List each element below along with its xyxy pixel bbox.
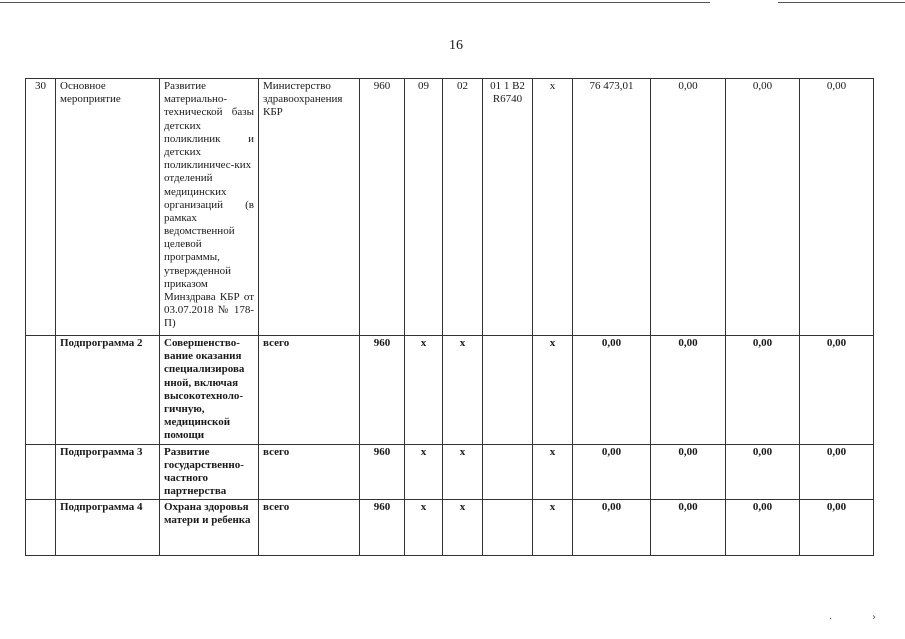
row-pr: 02	[443, 79, 483, 336]
row-number	[26, 500, 56, 556]
row-value-2: 0,00	[651, 500, 726, 556]
row-name: Развитие государственно-частного партнерства	[160, 444, 259, 500]
row-pr: x	[443, 444, 483, 500]
row-vr: x	[533, 444, 573, 500]
row-value-1: 76 473,01	[573, 79, 651, 336]
row-executor: всего	[259, 444, 360, 500]
row-rz: x	[405, 444, 443, 500]
page-top-rule-right	[778, 2, 905, 3]
page-number: 16	[449, 38, 463, 53]
row-name: Развитие материально-технической базы детских поликлиник и детских поликлиничес-ких отделений медицинских организаций (в рамках ведомственной целевой программы, утвержденной приказом Минздрава КБР от 03.07.2018 № 178-П)	[160, 79, 259, 336]
row-value-3: 0,00	[726, 500, 800, 556]
row-number	[26, 336, 56, 445]
row-value-2: 0,00	[651, 336, 726, 445]
row-vr: x	[533, 336, 573, 445]
row-name: Совершенство-вание оказания специализирова нной, включая высокотехноло-гичную, медицинской помощи	[160, 336, 259, 445]
row-pr: x	[443, 500, 483, 556]
row-grbs: 960	[360, 500, 405, 556]
table-row-main-event	[26, 79, 874, 336]
row-csr	[483, 336, 533, 445]
table-row-subprogram-3	[26, 444, 874, 500]
row-csr: 01 1 В2 R6740	[483, 79, 533, 336]
row-grbs: 960	[360, 79, 405, 336]
row-type: Подпрограмма 4	[56, 500, 160, 556]
row-value-2: 0,00	[651, 444, 726, 500]
row-value-1: 0,00	[573, 444, 651, 500]
row-rz: 09	[405, 79, 443, 336]
row-value-4: 0,00	[800, 444, 874, 500]
budget-table	[25, 78, 874, 556]
row-grbs: 960	[360, 444, 405, 500]
row-value-3: 0,00	[726, 444, 800, 500]
table-row-subprogram-2	[26, 336, 874, 445]
row-vr: x	[533, 79, 573, 336]
row-type: Подпрограмма 3	[56, 444, 160, 500]
row-rz: x	[405, 336, 443, 445]
row-value-1: 0,00	[573, 500, 651, 556]
row-rz: x	[405, 500, 443, 556]
row-csr	[483, 444, 533, 500]
row-executor: всего	[259, 336, 360, 445]
row-type: Основное мероприятие	[56, 79, 160, 336]
row-value-1: 0,00	[573, 336, 651, 445]
page-top-rule	[0, 2, 710, 3]
row-value-4: 0,00	[800, 336, 874, 445]
row-value-3: 0,00	[726, 79, 800, 336]
row-vr: x	[533, 500, 573, 556]
row-pr: x	[443, 336, 483, 445]
row-type: Подпрограмма 2	[56, 336, 160, 445]
scan-speck: ·	[829, 614, 833, 625]
scan-speck: ›	[872, 612, 876, 623]
table-row-subprogram-4	[26, 500, 874, 556]
row-executor: всего	[259, 500, 360, 556]
row-value-4: 0,00	[800, 500, 874, 556]
row-value-2: 0,00	[651, 79, 726, 336]
row-executor: Министерство здравоохранения КБР	[259, 79, 360, 336]
row-number: 30	[26, 79, 56, 336]
row-grbs: 960	[360, 336, 405, 445]
row-csr	[483, 500, 533, 556]
row-number	[26, 444, 56, 500]
row-value-4: 0,00	[800, 79, 874, 336]
row-name: Охрана здоровья матери и ребенка	[160, 500, 259, 556]
row-value-3: 0,00	[726, 336, 800, 445]
